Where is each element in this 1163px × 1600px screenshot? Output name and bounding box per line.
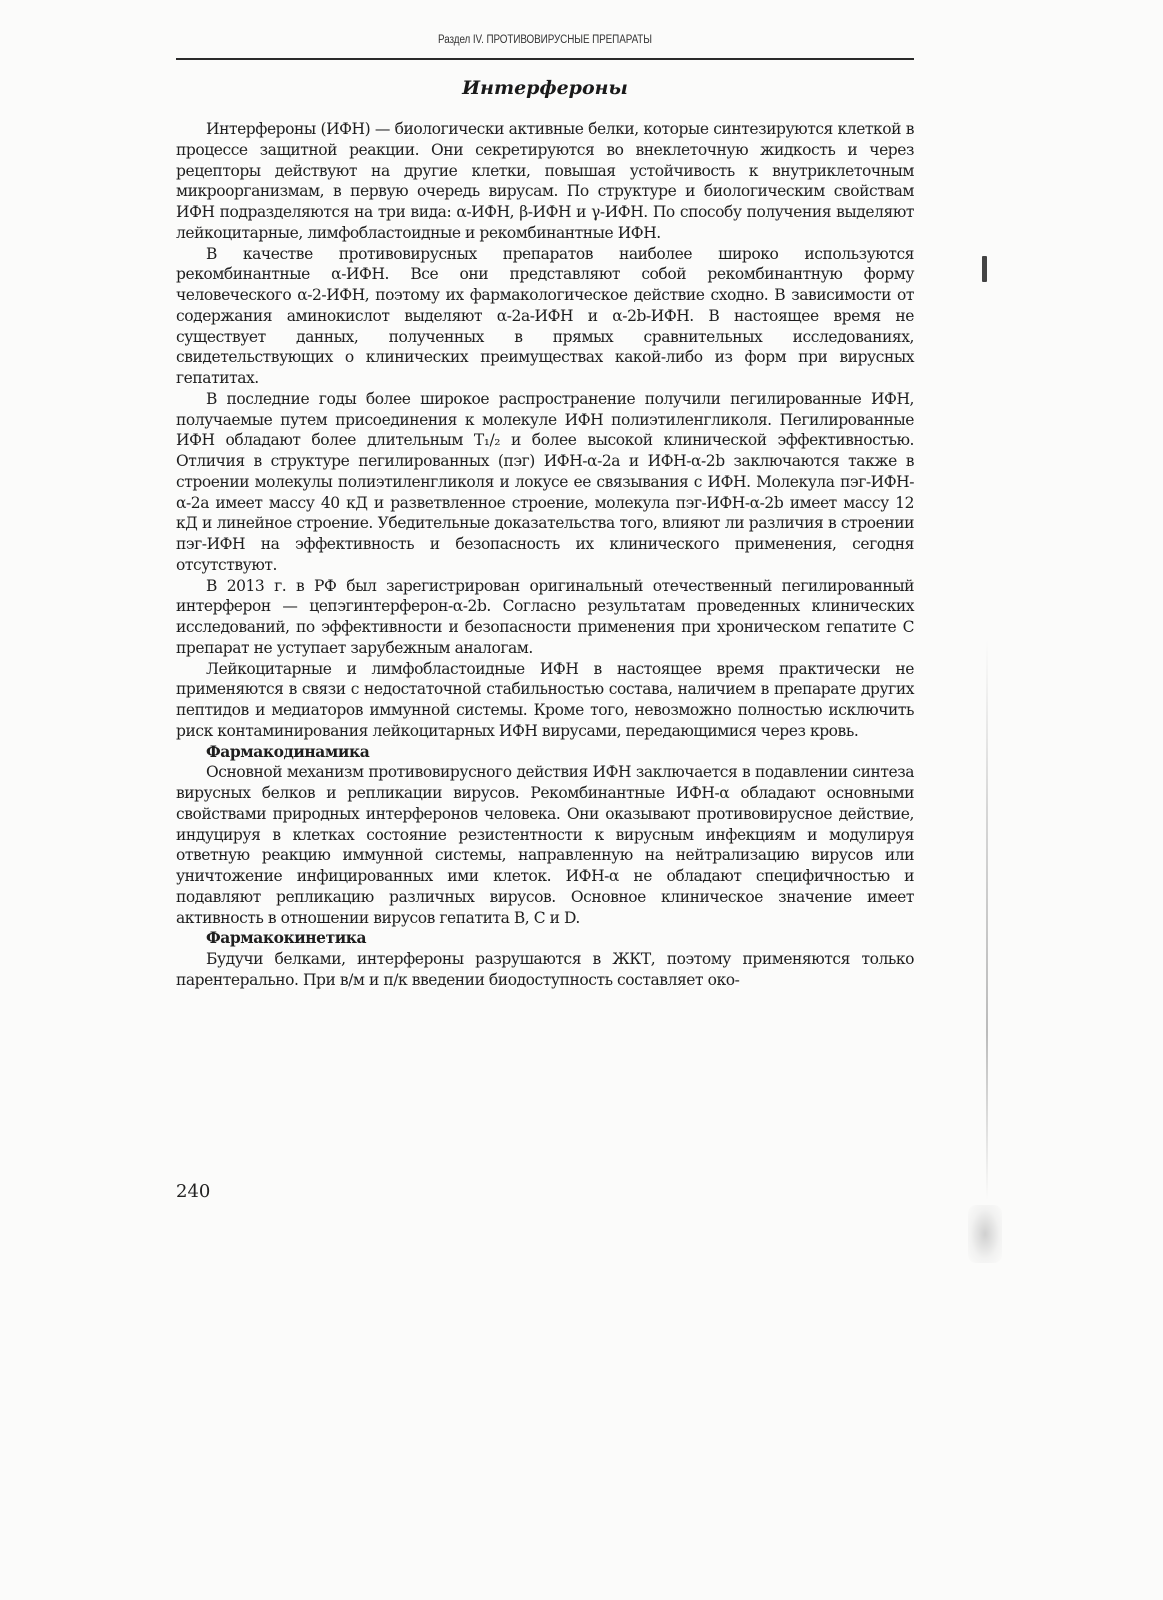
scan-artifact-smudge <box>968 1205 1002 1263</box>
subsection-heading-pharmacodynamics: Фармакодинамика <box>206 741 370 761</box>
page-number: 240 <box>176 1181 211 1202</box>
paragraph: В качестве противовирусных препаратов наиболее широко используются рекомбинантные α-ИФН. Все они представляют собой рекомбинантную форму человеческого α-2-ИФН, поэтому их фармакологическое действие сходно. В зависимости от содержания аминокислот выделяют α-2a-ИФН и α-2b-ИФН. В настоящее время не существует данных, полученных в прямых сравнительных исследованиях, свидетельствующих о клинических преимуществах какой-либо из форм при вирусных гепатитах. <box>176 244 914 387</box>
section-title: Интерфероны <box>462 77 628 99</box>
body-text <box>176 119 914 991</box>
paragraph: Интерфероны (ИФН) — биологически активные белки, которые синтезируются клеткой в процессе защитной реакции. Они секретируются во внеклеточную жидкость и через рецепторы действуют на другие клетки, повышая устойчивость к внутриклеточным микроорганизмам, в первую очередь вирусам. По структуре и биологическим свойствам ИФН подразделяются на три вида: α-ИФН, β-ИФН и γ-ИФН. По способу получения выделяют лейкоцитарные, лимфобластоидные и рекомбинантные ИФН. <box>176 120 914 242</box>
paragraph: Лейкоцитарные и лимфобластоидные ИФН в настоящее время практически не применяются в связи с недостаточной стабильностью состава, наличием в препарате других пептидов и медиаторов иммунной системы. Кроме того, невозможно полностью исключить риск контаминирования лейкоцитарных ИФН вирусами, передающимися через кровь. <box>176 659 914 740</box>
scan-artifact-line <box>986 640 988 1200</box>
paragraph: В последние годы более широкое распространение получили пегилированные ИФН, получаемые путем присоединения к молекуле ИФН полиэтиленгликоля. Пегилированные ИФН обладают более длительным T₁/₂ и более высокой клинической эффективностью. Отличия в структуре пегилированных (пэг) ИФН-α-2a и ИФН-α-2b заключаются также в строении молекулы полиэтиленгликоля и локусе ее связывания с ИФН. Молекула пэг-ИФН-α-2a имеет массу 40 кД и разветвленное строение, молекула пэг-ИФН-α-2b имеет массу 12 кД и линейное строение. Убедительные доказательства того, влияют ли различия в строении пэг-ИФН на эффективность и безопасность их клинического применения, сегодня отсутствуют. <box>176 389 914 574</box>
running-header: Раздел IV. ПРОТИВОВИРУСНЫЕ ПРЕПАРАТЫ <box>438 34 652 46</box>
subsection-heading-pharmacokinetics: Фармакокинетика <box>206 928 367 948</box>
header-rule <box>176 58 914 60</box>
paragraph: Основной механизм противовирусного действия ИФН заключается в подавлении синтеза вирусных белков и репликации вирусов. Рекомбинантные ИФН-α обладают основными свойствами природных интерферонов человека. Они оказывают противовирусное действие, индуцируя в клетках состояние резистентности к вирусным инфекциям и модулируя ответную реакцию иммунной системы, направленную на нейтрализацию вирусов или уничтожение инфицированных ими клеток. ИФН-α не обладают специфичностью и подавляют репликацию различных вирусов. Основное клиническое значение имеет активность в отношении вирусов гепатита B, C и D. <box>176 763 914 927</box>
scan-artifact-mark <box>982 256 987 282</box>
paragraph: Будучи белками, интерфероны разрушаются в ЖКТ, поэтому применяются только парентерально. При в/м и п/к введении биодоступность составляет око- <box>176 950 914 989</box>
paragraph: В 2013 г. в РФ был зарегистрирован оригинальный отечественный пегилированный интерферон — цепэгинтерферон-α-2b. Согласно результатам проведенных клинических исследований, по эффективности и безопасности применения при хроническом гепатите С препарат не уступает зарубежным аналогам. <box>176 576 914 657</box>
